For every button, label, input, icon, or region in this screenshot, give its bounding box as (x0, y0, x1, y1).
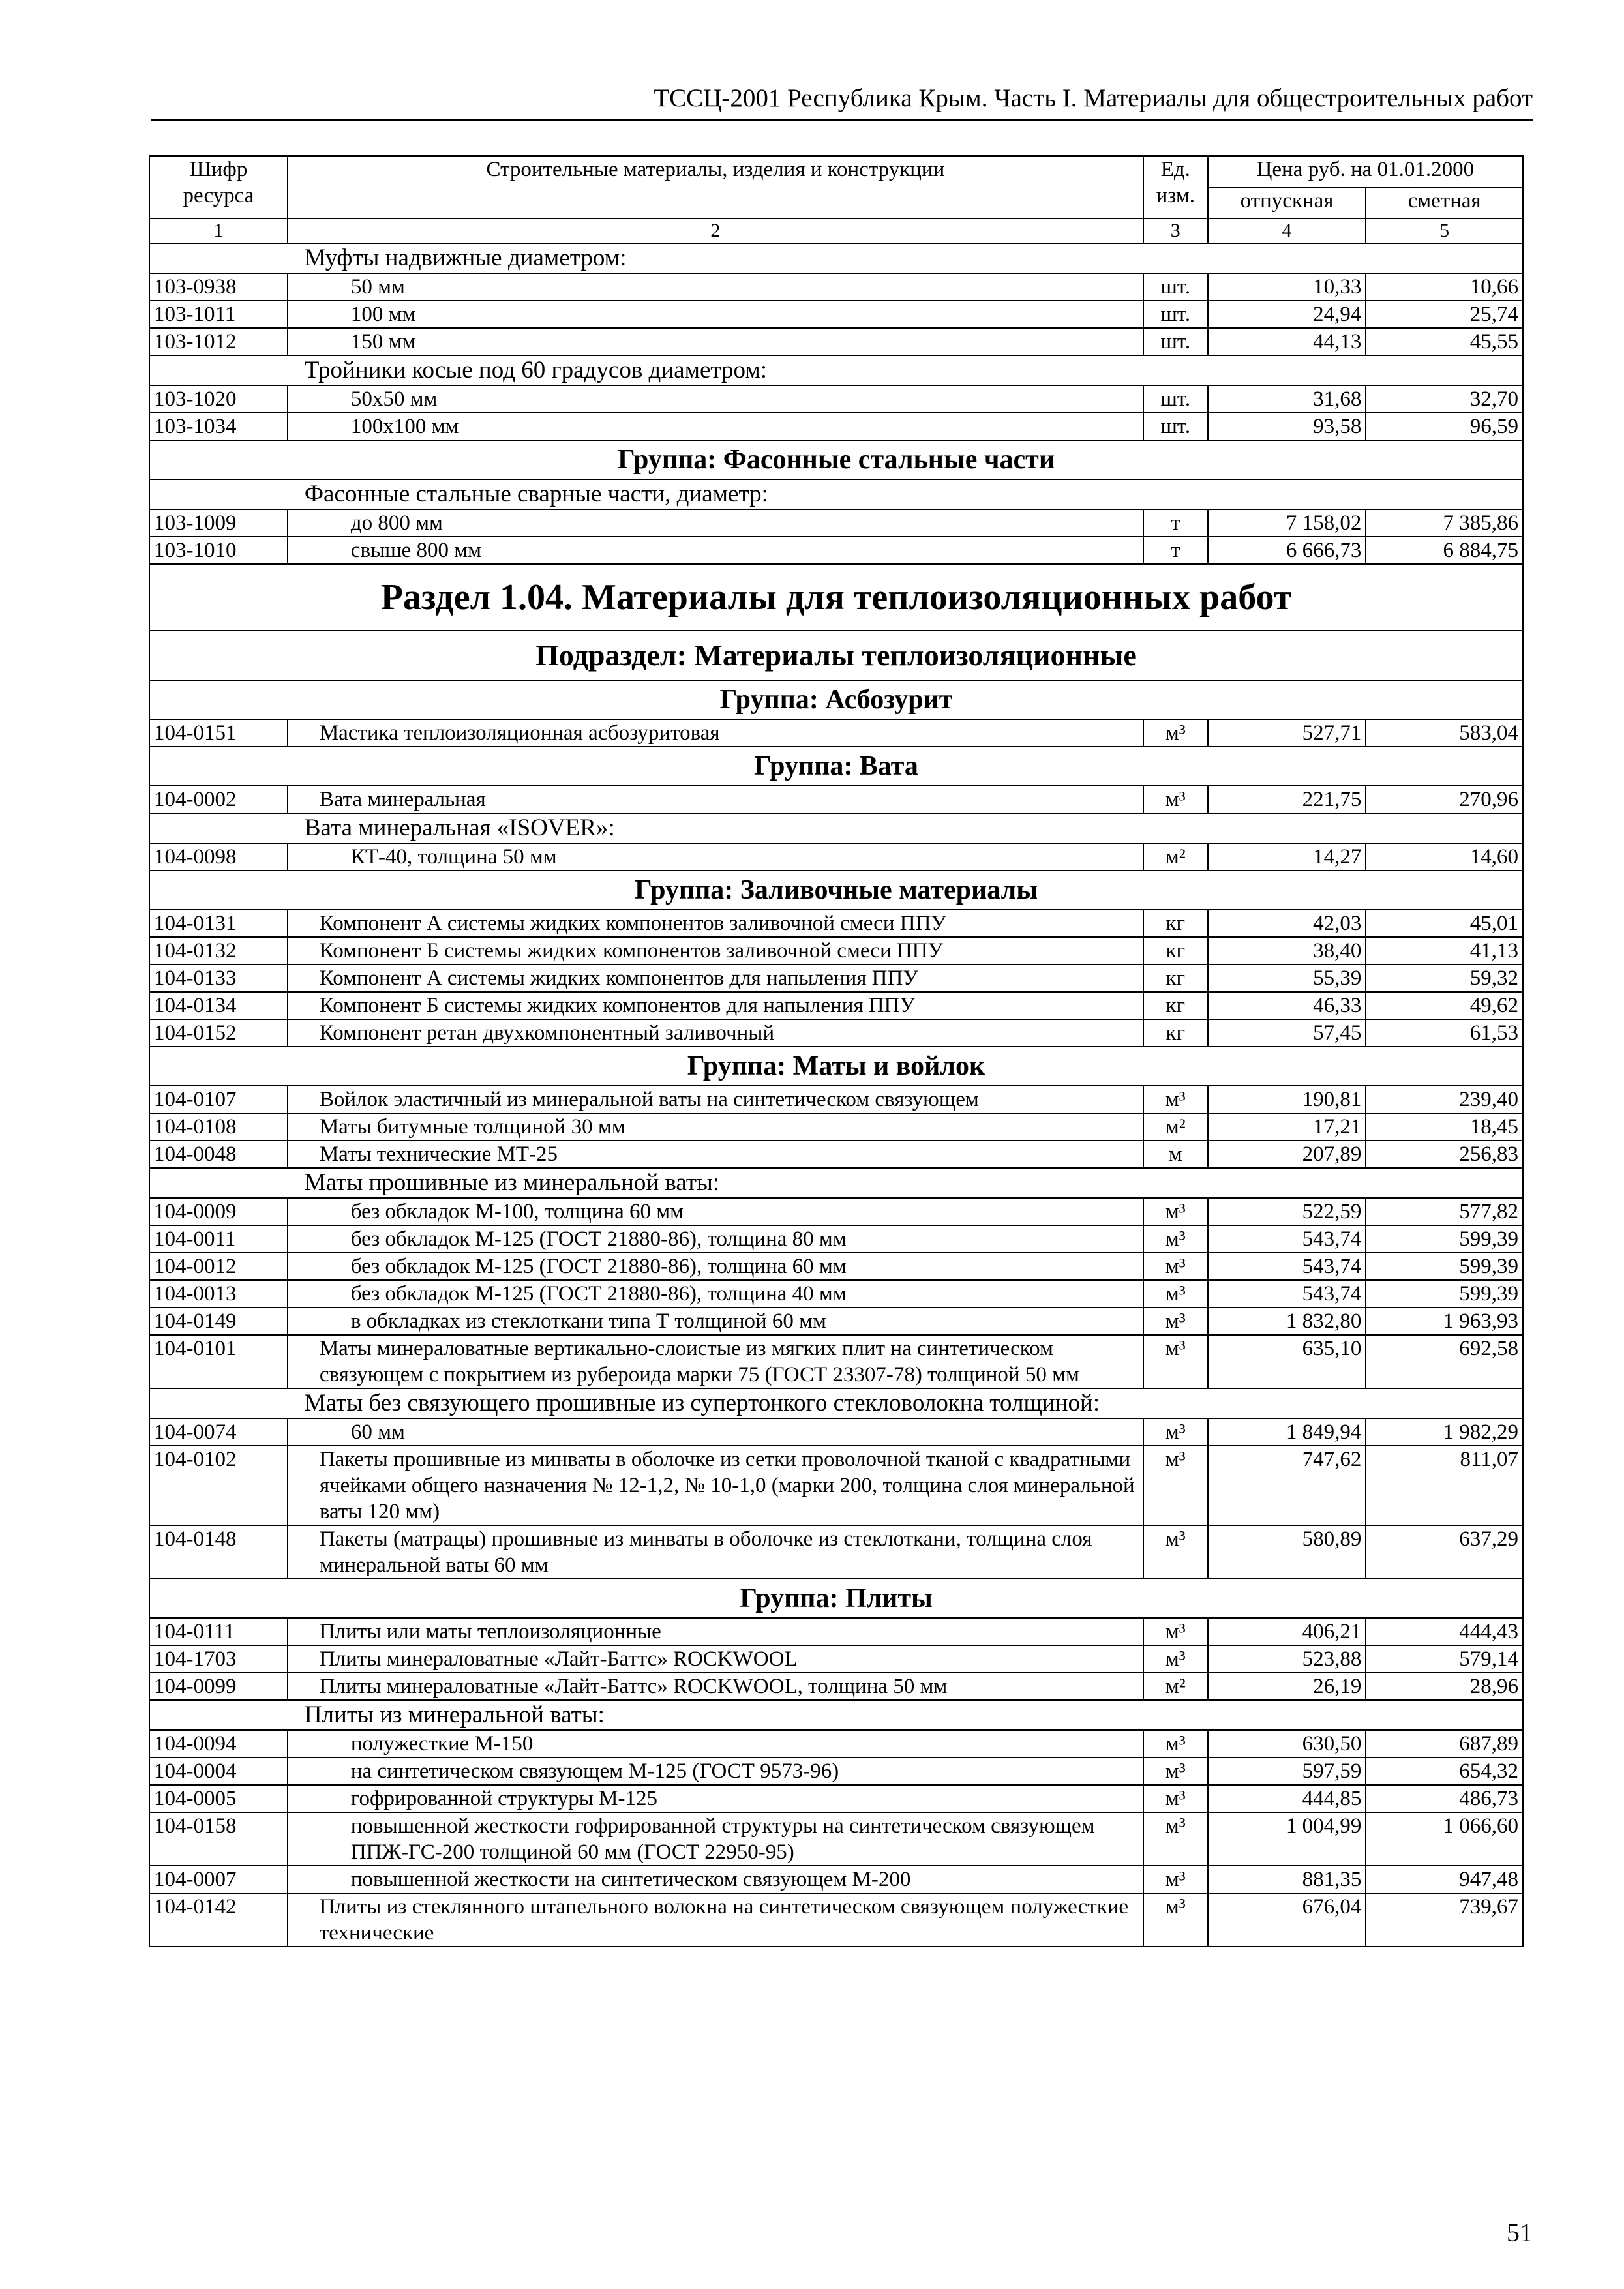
release-price: 1 832,80 (1208, 1308, 1366, 1335)
material-name: 100х100 мм (288, 413, 1143, 440)
group-heading: Группа: Плиты (149, 1579, 1523, 1618)
material-name: повышенной жесткости на синтетическом связующем М-200 (288, 1866, 1143, 1893)
unit-of-measure: м³ (1143, 1730, 1208, 1758)
material-name: 60 мм (288, 1418, 1143, 1446)
table-row (149, 1335, 1523, 1388)
subheading-row (149, 1168, 1523, 1198)
resource-code: 104-0099 (149, 1673, 288, 1700)
resource-code: 103-1034 (149, 413, 288, 440)
unit-of-measure: м³ (1143, 1893, 1208, 1947)
subheading-row (149, 355, 1523, 385)
group-heading-row (149, 871, 1523, 910)
group-heading: Группа: Маты и войлок (149, 1047, 1523, 1086)
table-row (149, 843, 1523, 871)
material-name: Компонент А системы жидких компонентов для напыления ППУ (288, 965, 1143, 992)
table-row (149, 965, 1523, 992)
unit-of-measure: м (1143, 1141, 1208, 1168)
table-row (149, 1866, 1523, 1893)
resource-code: 104-1703 (149, 1645, 288, 1673)
resource-code: 104-0004 (149, 1758, 288, 1785)
header-unit: Ед. изм. (1143, 156, 1208, 218)
header-price-group: Цена руб. на 01.01.2000 (1208, 156, 1523, 187)
table-row (149, 1113, 1523, 1141)
release-price: 7 158,02 (1208, 509, 1366, 537)
estimate-price: 577,82 (1366, 1198, 1523, 1225)
header-col-number: 4 (1208, 218, 1366, 243)
release-price: 24,94 (1208, 301, 1366, 328)
table-row (149, 1812, 1523, 1866)
release-price: 44,13 (1208, 328, 1366, 355)
estimate-price: 10,66 (1366, 273, 1523, 301)
resource-code: 104-0133 (149, 965, 288, 992)
table-row (149, 328, 1523, 355)
table-row (149, 413, 1523, 440)
subheading-spacer (1366, 479, 1523, 509)
header-col-number: 3 (1143, 218, 1208, 243)
subheading-spacer (149, 813, 288, 843)
table-body (149, 243, 1523, 1947)
subheading-text: Тройники косые под 60 градусов диаметром: (304, 357, 768, 383)
resource-code: 103-1011 (149, 301, 288, 328)
unit-of-measure: кг (1143, 937, 1208, 965)
table-row (149, 1893, 1523, 1947)
table-row (149, 1645, 1523, 1673)
subheading-row (149, 1388, 1523, 1418)
estimate-price: 7 385,86 (1366, 509, 1523, 537)
table-row (149, 1308, 1523, 1335)
release-price: 57,45 (1208, 1019, 1366, 1047)
resource-code: 104-0131 (149, 910, 288, 937)
table-row (149, 1785, 1523, 1812)
material-name: без обкладок М-100, толщина 60 мм (288, 1198, 1143, 1225)
group-heading-row (149, 680, 1523, 719)
unit-of-measure: м³ (1143, 1086, 1208, 1113)
subheading-spacer (149, 355, 288, 385)
release-price: 676,04 (1208, 1893, 1366, 1947)
subheading-text: Вата минеральная «ISOVER»: (304, 815, 615, 841)
subheading-row (149, 479, 1523, 509)
unit-of-measure: шт. (1143, 328, 1208, 355)
table-row (149, 910, 1523, 937)
table-row (149, 1086, 1523, 1113)
unit-of-measure: кг (1143, 965, 1208, 992)
estimate-price: 49,62 (1366, 992, 1523, 1019)
unit-of-measure: м³ (1143, 1618, 1208, 1645)
unit-of-measure: шт. (1143, 413, 1208, 440)
table-row (149, 719, 1523, 747)
unit-of-measure: м³ (1143, 1525, 1208, 1579)
release-price: 444,85 (1208, 1785, 1366, 1812)
table-row (149, 1758, 1523, 1785)
release-price: 580,89 (1208, 1525, 1366, 1579)
subheading-spacer (1366, 813, 1523, 843)
resource-code: 104-0013 (149, 1280, 288, 1308)
resource-code: 104-0002 (149, 786, 288, 813)
group-heading: Группа: Фасонные стальные части (149, 440, 1523, 479)
estimate-price: 14,60 (1366, 843, 1523, 871)
subheading-text: Муфты надвижные диаметром: (304, 245, 627, 271)
material-name: Вата минеральная (288, 786, 1143, 813)
subheading-row (149, 1700, 1523, 1730)
group-heading-row (149, 440, 1523, 479)
material-name: Компонент ретан двухкомпонентный заливочный (288, 1019, 1143, 1047)
unit-of-measure: кг (1143, 992, 1208, 1019)
header-estimate: сметная (1366, 187, 1523, 218)
header-release: отпускная (1208, 187, 1366, 218)
release-price: 881,35 (1208, 1866, 1366, 1893)
page-number: 51 (1507, 2218, 1533, 2247)
table-row (149, 509, 1523, 537)
table-row (149, 1673, 1523, 1700)
material-name: Маты технические МТ-25 (288, 1141, 1143, 1168)
estimate-price: 32,70 (1366, 385, 1523, 413)
estimate-price: 1 066,60 (1366, 1812, 1523, 1866)
table-header (149, 156, 1523, 243)
resource-code: 104-0098 (149, 843, 288, 871)
release-price: 747,62 (1208, 1446, 1366, 1525)
subheading-text: Фасонные стальные сварные части, диаметр: (304, 481, 768, 507)
estimate-price: 61,53 (1366, 1019, 1523, 1047)
material-name: Маты минераловатные вертикально-слоистые из мягких плит на синтетическом связующем с покрытием из рубероида марки 75 (ГОСТ 23307-78) толщиной 50 мм (288, 1335, 1143, 1388)
estimate-price: 45,01 (1366, 910, 1523, 937)
release-price: 55,39 (1208, 965, 1366, 992)
estimate-price: 583,04 (1366, 719, 1523, 747)
estimate-price: 59,32 (1366, 965, 1523, 992)
material-name: повышенной жесткости гофрированной структуры на синтетическом связующем ППЖ-ГС-200 толщиной 60 мм (ГОСТ 22950-95) (288, 1812, 1143, 1866)
header-code: Шифр ресурса (149, 156, 288, 218)
resource-code: 103-1010 (149, 537, 288, 564)
subheading-spacer (1366, 1168, 1523, 1198)
unit-of-measure: м³ (1143, 1308, 1208, 1335)
release-price: 630,50 (1208, 1730, 1366, 1758)
estimate-price: 654,32 (1366, 1758, 1523, 1785)
header-col-number: 1 (149, 218, 288, 243)
material-name: Компонент А системы жидких компонентов заливочной смеси ППУ (288, 910, 1143, 937)
unit-of-measure: м³ (1143, 1253, 1208, 1280)
resource-code: 104-0094 (149, 1730, 288, 1758)
release-price: 42,03 (1208, 910, 1366, 937)
release-price: 527,71 (1208, 719, 1366, 747)
table-row (149, 301, 1523, 328)
release-price: 6 666,73 (1208, 537, 1366, 564)
table-row (149, 786, 1523, 813)
material-name: Плиты минераловатные «Лайт-Баттс» ROCKWOOL (288, 1645, 1143, 1673)
release-price: 10,33 (1208, 273, 1366, 301)
unit-of-measure: м³ (1143, 1645, 1208, 1673)
material-name: Плиты из стеклянного штапельного волокна на синтетическом связующем полужесткие технические (288, 1893, 1143, 1947)
estimate-price: 45,55 (1366, 328, 1523, 355)
unit-of-measure: кг (1143, 1019, 1208, 1047)
estimate-price: 947,48 (1366, 1866, 1523, 1893)
release-price: 523,88 (1208, 1645, 1366, 1673)
table-row (149, 1225, 1523, 1253)
material-name: Компонент Б системы жидких компонентов заливочной смеси ППУ (288, 937, 1143, 965)
subsection-heading: Подраздел: Материалы теплоизоляционные (149, 631, 1523, 680)
material-name: Компонент Б системы жидких компонентов для напыления ППУ (288, 992, 1143, 1019)
resource-code: 104-0107 (149, 1086, 288, 1113)
unit-of-measure: м³ (1143, 786, 1208, 813)
section-heading: Раздел 1.04. Материалы для теплоизоляционных работ (149, 564, 1523, 631)
release-price: 406,21 (1208, 1618, 1366, 1645)
estimate-price: 739,67 (1366, 1893, 1523, 1947)
unit-of-measure: м³ (1143, 1446, 1208, 1525)
table-row (149, 1198, 1523, 1225)
material-name: Плиты или маты теплоизоляционные (288, 1618, 1143, 1645)
material-name: 50 мм (288, 273, 1143, 301)
unit-of-measure: м³ (1143, 1758, 1208, 1785)
resource-code: 104-0151 (149, 719, 288, 747)
estimate-price: 28,96 (1366, 1673, 1523, 1700)
resource-code: 104-0009 (149, 1198, 288, 1225)
release-price: 38,40 (1208, 937, 1366, 965)
resource-code: 104-0048 (149, 1141, 288, 1168)
release-price: 26,19 (1208, 1673, 1366, 1700)
resource-code: 103-1009 (149, 509, 288, 537)
material-name: Войлок эластичный из минеральной ваты на синтетическом связующем (288, 1086, 1143, 1113)
material-name: свыше 800 мм (288, 537, 1143, 564)
subheading-spacer (149, 1168, 288, 1198)
section-heading-row (149, 564, 1523, 631)
group-heading-row (149, 1047, 1523, 1086)
material-name: без обкладок М-125 (ГОСТ 21880-86), толщина 80 мм (288, 1225, 1143, 1253)
material-name: 150 мм (288, 328, 1143, 355)
resource-code: 104-0102 (149, 1446, 288, 1525)
group-heading-row (149, 1579, 1523, 1618)
estimate-price: 239,40 (1366, 1086, 1523, 1113)
subheading-spacer (149, 243, 288, 273)
release-price: 522,59 (1208, 1198, 1366, 1225)
group-heading: Группа: Вата (149, 747, 1523, 786)
subheading-spacer (1366, 1388, 1523, 1418)
resource-code: 104-0158 (149, 1812, 288, 1866)
release-price: 221,75 (1208, 786, 1366, 813)
estimate-price: 41,13 (1366, 937, 1523, 965)
unit-of-measure: м² (1143, 843, 1208, 871)
resource-code: 104-0007 (149, 1866, 288, 1893)
unit-of-measure: м³ (1143, 719, 1208, 747)
unit-of-measure: т (1143, 537, 1208, 564)
header-col-number: 2 (288, 218, 1143, 243)
resource-code: 104-0111 (149, 1618, 288, 1645)
resource-code: 104-0074 (149, 1418, 288, 1446)
subheading-spacer (1366, 243, 1523, 273)
material-name: полужесткие М-150 (288, 1730, 1143, 1758)
material-name: без обкладок М-125 (ГОСТ 21880-86), толщина 60 мм (288, 1253, 1143, 1280)
price-table (149, 155, 1524, 1947)
estimate-price: 811,07 (1366, 1446, 1523, 1525)
release-price: 46,33 (1208, 992, 1366, 1019)
resource-code: 104-0011 (149, 1225, 288, 1253)
release-price: 207,89 (1208, 1141, 1366, 1168)
material-name: Пакеты (матрацы) прошивные из минваты в оболочке из стеклоткани, толщина слоя минеральной ваты 60 мм (288, 1525, 1143, 1579)
unit-of-measure: шт. (1143, 301, 1208, 328)
subheading-text: Маты прошивные из минеральной ваты: (304, 1169, 720, 1196)
subheading-spacer (149, 1388, 288, 1418)
material-name: 100 мм (288, 301, 1143, 328)
table-row (149, 1730, 1523, 1758)
estimate-price: 96,59 (1366, 413, 1523, 440)
release-price: 597,59 (1208, 1758, 1366, 1785)
table-row (149, 1446, 1523, 1525)
subheading-text: Плиты из минеральной ваты: (304, 1701, 605, 1728)
estimate-price: 486,73 (1366, 1785, 1523, 1812)
release-price: 635,10 (1208, 1335, 1366, 1388)
resource-code: 103-1020 (149, 385, 288, 413)
subheading-spacer (1366, 355, 1523, 385)
material-name: Мастика теплоизоляционная асбозуритовая (288, 719, 1143, 747)
unit-of-measure: кг (1143, 910, 1208, 937)
release-price: 31,68 (1208, 385, 1366, 413)
release-price: 1 849,94 (1208, 1418, 1366, 1446)
estimate-price: 256,83 (1366, 1141, 1523, 1168)
estimate-price: 6 884,75 (1366, 537, 1523, 564)
unit-of-measure: шт. (1143, 273, 1208, 301)
unit-of-measure: шт. (1143, 385, 1208, 413)
table-row (149, 273, 1523, 301)
group-heading: Группа: Заливочные материалы (149, 871, 1523, 910)
material-name: 50х50 мм (288, 385, 1143, 413)
material-name: Пакеты прошивные из минваты в оболочке из сетки проволочной тканой с квадратными ячейками общего назначения № 12-1,2, № 10-1,0 (марки 200, толщина слоя минеральной ваты 120 мм) (288, 1446, 1143, 1525)
resource-code: 103-1012 (149, 328, 288, 355)
subheading-text: Маты без связующего прошивные из супертонкого стекловолокна толщиной: (304, 1390, 1100, 1416)
material-name: Маты битумные толщиной 30 мм (288, 1113, 1143, 1141)
material-name: гофрированной структуры М-125 (288, 1785, 1143, 1812)
release-price: 543,74 (1208, 1280, 1366, 1308)
material-name: КТ-40, толщина 50 мм (288, 843, 1143, 871)
resource-code: 104-0148 (149, 1525, 288, 1579)
estimate-price: 599,39 (1366, 1225, 1523, 1253)
resource-code: 104-0012 (149, 1253, 288, 1280)
table-row (149, 1253, 1523, 1280)
subheading-row (149, 243, 1523, 273)
estimate-price: 692,58 (1366, 1335, 1523, 1388)
subheading-spacer (149, 479, 288, 509)
release-price: 1 004,99 (1208, 1812, 1366, 1866)
resource-code: 104-0149 (149, 1308, 288, 1335)
estimate-price: 1 963,93 (1366, 1308, 1523, 1335)
unit-of-measure: м² (1143, 1673, 1208, 1700)
estimate-price: 270,96 (1366, 786, 1523, 813)
table-row (149, 1525, 1523, 1579)
table-row (149, 992, 1523, 1019)
estimate-price: 25,74 (1366, 301, 1523, 328)
release-price: 93,58 (1208, 413, 1366, 440)
resource-code: 104-0132 (149, 937, 288, 965)
header-name: Строительные материалы, изделия и конструкции (288, 156, 1143, 218)
group-heading-row (149, 747, 1523, 786)
resource-code: 103-0938 (149, 273, 288, 301)
group-heading: Группа: Асбозурит (149, 680, 1523, 719)
subsection-heading-row (149, 631, 1523, 680)
unit-of-measure: т (1143, 509, 1208, 537)
release-price: 190,81 (1208, 1086, 1366, 1113)
resource-code: 104-0005 (149, 1785, 288, 1812)
unit-of-measure: м² (1143, 1113, 1208, 1141)
unit-of-measure: м³ (1143, 1335, 1208, 1388)
table-row (149, 537, 1523, 564)
resource-code: 104-0142 (149, 1893, 288, 1947)
subheading-spacer (149, 1700, 288, 1730)
table-row (149, 1280, 1523, 1308)
table-row (149, 1019, 1523, 1047)
subheading-spacer (1366, 1700, 1523, 1730)
unit-of-measure: м³ (1143, 1866, 1208, 1893)
estimate-price: 687,89 (1366, 1730, 1523, 1758)
table-row (149, 937, 1523, 965)
unit-of-measure: м³ (1143, 1418, 1208, 1446)
estimate-price: 599,39 (1366, 1280, 1523, 1308)
table-row (149, 1418, 1523, 1446)
estimate-price: 1 982,29 (1366, 1418, 1523, 1446)
material-name: Плиты минераловатные «Лайт-Баттс» ROCKWOOL, толщина 50 мм (288, 1673, 1143, 1700)
unit-of-measure: м³ (1143, 1812, 1208, 1866)
release-price: 543,74 (1208, 1225, 1366, 1253)
table-row (149, 1141, 1523, 1168)
estimate-price: 637,29 (1366, 1525, 1523, 1579)
estimate-price: 579,14 (1366, 1645, 1523, 1673)
running-header: ТССЦ-2001 Республика Крым. Часть I. Материалы для общестроительных работ (151, 83, 1533, 121)
unit-of-measure: м³ (1143, 1785, 1208, 1812)
material-name: на синтетическом связующем М-125 (ГОСТ 9573-96) (288, 1758, 1143, 1785)
release-price: 543,74 (1208, 1253, 1366, 1280)
material-name: до 800 мм (288, 509, 1143, 537)
unit-of-measure: м³ (1143, 1198, 1208, 1225)
resource-code: 104-0108 (149, 1113, 288, 1141)
estimate-price: 444,43 (1366, 1618, 1523, 1645)
subheading-row (149, 813, 1523, 843)
unit-of-measure: м³ (1143, 1280, 1208, 1308)
release-price: 17,21 (1208, 1113, 1366, 1141)
resource-code: 104-0101 (149, 1335, 288, 1388)
unit-of-measure: м³ (1143, 1225, 1208, 1253)
release-price: 14,27 (1208, 843, 1366, 871)
material-name: в обкладках из стеклоткани типа Т толщиной 60 мм (288, 1308, 1143, 1335)
resource-code: 104-0134 (149, 992, 288, 1019)
resource-code: 104-0152 (149, 1019, 288, 1047)
header-col-number: 5 (1366, 218, 1523, 243)
material-name: без обкладок М-125 (ГОСТ 21880-86), толщина 40 мм (288, 1280, 1143, 1308)
estimate-price: 18,45 (1366, 1113, 1523, 1141)
table-row (149, 1618, 1523, 1645)
table-row (149, 385, 1523, 413)
estimate-price: 599,39 (1366, 1253, 1523, 1280)
